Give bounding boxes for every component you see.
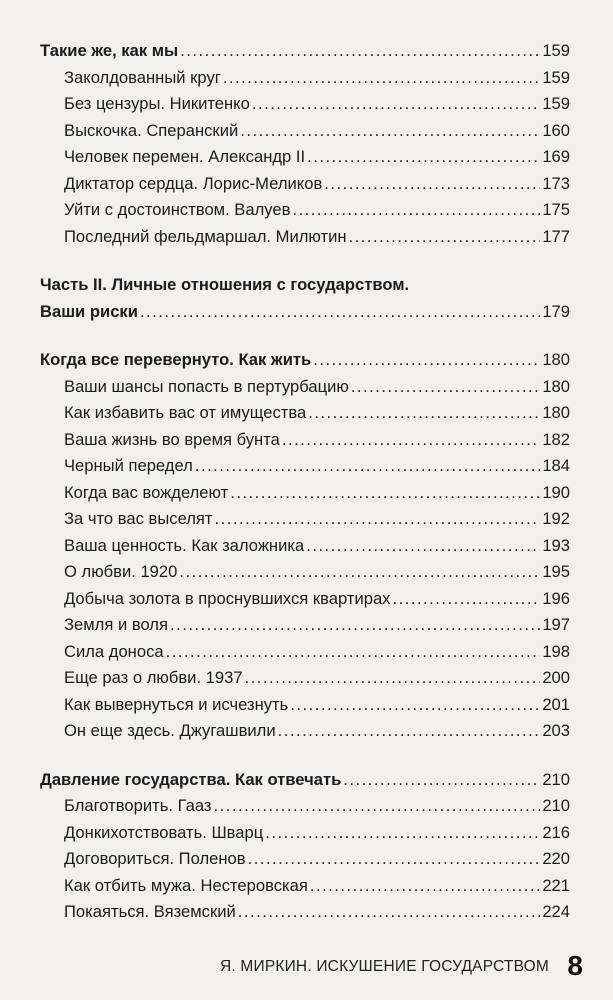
toc-entry	[40, 665, 570, 692]
toc-page-number: 201	[542, 694, 570, 714]
toc-entry-title: Земля и воля	[64, 615, 168, 634]
toc-entry-title: Добыча золота в проснувшихся квартирах	[64, 588, 391, 608]
toc-entry	[40, 197, 570, 224]
toc-page-number: 200	[542, 668, 570, 687]
leader-dots	[307, 144, 540, 171]
toc-entry-title: Договориться. Поленов	[64, 849, 246, 868]
spacer	[40, 250, 570, 272]
leader-dots	[240, 118, 540, 145]
toc-entry-title: Когда вас вожделеют	[64, 482, 229, 502]
toc-entry-title: Без цензуры. Никитенко	[64, 94, 250, 113]
toc-page-number: 210	[542, 796, 570, 815]
toc-entry-title: Ваша ценность. Как заложника	[64, 535, 305, 555]
toc-entry	[40, 91, 570, 118]
leader-dots	[166, 639, 541, 666]
toc-entry	[40, 453, 570, 480]
leader-dots	[343, 767, 540, 794]
toc-page-number: 179	[542, 301, 570, 321]
leader-dots	[278, 718, 541, 745]
toc-entry	[40, 718, 570, 745]
running-title: Я. МИРКИН. ИСКУШЕНИЕ ГОСУДАРСТВОМ	[219, 958, 549, 975]
page-number: 8	[567, 950, 583, 981]
toc-page-number: 159	[542, 94, 570, 113]
leader-dots	[313, 347, 540, 374]
leader-dots	[265, 820, 540, 847]
page-footer	[0, 950, 613, 990]
leader-dots	[308, 400, 540, 427]
toc-entry	[40, 639, 570, 666]
toc-page-number: 216	[542, 822, 570, 842]
toc-entry-title: Сила доноса	[64, 641, 164, 661]
toc-entry	[40, 480, 570, 507]
toc-section-title: Такие же, как мы	[40, 41, 179, 60]
leader-dots	[290, 692, 540, 719]
toc-page-number: 159	[542, 41, 570, 60]
leader-dots	[349, 224, 541, 251]
toc-page-number: 175	[542, 200, 570, 219]
leader-dots	[215, 506, 541, 533]
toc-entry	[40, 793, 570, 820]
toc-entry-title: За что вас выселят	[64, 509, 213, 528]
toc-entry-title: Выскочка. Сперанский	[64, 120, 239, 140]
toc-part-heading-line2	[40, 299, 570, 326]
toc-page-number: 210	[542, 769, 570, 789]
toc-entry	[40, 612, 570, 639]
leader-dots	[214, 793, 541, 820]
toc-page-number: 193	[542, 535, 570, 555]
toc-page-number: 192	[542, 509, 570, 528]
toc-entry-title: Ваша жизнь во время бунта	[64, 429, 280, 449]
toc-entry-title: Как избавить вас от имущества	[64, 403, 307, 422]
toc-entry	[40, 899, 570, 926]
toc-page-number: 159	[542, 67, 570, 87]
toc-entry-title: Человек перемен. Александр II	[64, 147, 306, 166]
toc-page-number: 180	[542, 403, 570, 422]
toc-entry-title: Как вывернуться и исчезнуть	[64, 694, 289, 714]
toc-entry	[40, 846, 570, 873]
toc-page-number: 184	[542, 456, 570, 475]
table-of-contents	[40, 38, 570, 926]
toc-entry-title: Донкихотствовать. Шварц	[64, 822, 264, 842]
toc-section-title: Давление государства. Как отвечать	[40, 769, 342, 789]
toc-entry	[40, 144, 570, 171]
toc-entry-title: Уйти с достоинством. Валуев	[64, 200, 291, 219]
toc-entry	[40, 374, 570, 401]
toc-page-number: 190	[542, 482, 570, 502]
toc-page-number: 198	[542, 641, 570, 661]
toc-page-number: 197	[542, 615, 570, 634]
toc-page-number: 220	[542, 849, 570, 868]
toc-entry	[40, 692, 570, 719]
toc-entry	[40, 586, 570, 613]
toc-entry	[40, 224, 570, 251]
toc-page-number: 203	[542, 721, 570, 740]
toc-entry-title: Благотворить. Гааз	[64, 796, 212, 815]
toc-page-number: 224	[542, 902, 570, 921]
toc-entry-title: Еще раз о любви. 1937	[64, 668, 243, 687]
toc-page-number: 173	[542, 173, 570, 193]
toc-section-heading	[40, 38, 570, 65]
toc-page-number: 182	[542, 429, 570, 449]
toc-page-number: 180	[542, 350, 570, 369]
toc-entry	[40, 559, 570, 586]
toc-entry	[40, 427, 570, 454]
toc-entry	[40, 533, 570, 560]
toc-page-number: 180	[542, 376, 570, 396]
toc-entry-title: О любви. 1920	[64, 562, 178, 581]
toc-entry	[40, 171, 570, 198]
toc-entry	[40, 400, 570, 427]
spacer	[40, 325, 570, 347]
toc-page-number: 196	[542, 588, 570, 608]
leader-dots	[170, 612, 540, 639]
toc-entry	[40, 506, 570, 533]
leader-dots	[179, 559, 540, 586]
toc-part-heading	[40, 272, 570, 299]
toc-part-title-line1: Часть II. Личные отношения с государством.	[40, 275, 410, 294]
toc-section-heading	[40, 347, 570, 374]
leader-dots	[245, 665, 541, 692]
toc-page-number: 160	[542, 120, 570, 140]
toc-page-number: 169	[542, 147, 570, 166]
leader-dots	[310, 873, 540, 900]
spacer	[40, 745, 570, 767]
toc-entry	[40, 65, 570, 92]
toc-section-heading	[40, 767, 570, 794]
toc-page-number: 177	[542, 226, 570, 246]
leader-dots	[180, 38, 540, 65]
leader-dots	[140, 299, 540, 326]
leader-dots	[282, 427, 540, 454]
toc-entry-title: Ваши шансы попасть в пертурбацию	[64, 376, 349, 396]
toc-entry	[40, 873, 570, 900]
leader-dots	[324, 171, 540, 198]
leader-dots	[252, 91, 540, 118]
toc-entry-title: Покаяться. Вяземский	[64, 902, 236, 921]
leader-dots	[195, 453, 540, 480]
toc-entry	[40, 118, 570, 145]
toc-entry-title: Он еще здесь. Джугашвили	[64, 721, 276, 740]
toc-entry-title: Как отбить мужа. Нестеровская	[64, 875, 308, 895]
leader-dots	[351, 374, 541, 401]
leader-dots	[306, 533, 540, 560]
leader-dots	[292, 197, 540, 224]
toc-entry-title: Диктатор сердца. Лорис-Меликов	[64, 173, 323, 193]
toc-page-number: 195	[542, 562, 570, 581]
toc-page-number: 221	[542, 875, 570, 895]
leader-dots	[248, 846, 541, 873]
leader-dots	[238, 899, 541, 926]
leader-dots	[230, 480, 540, 507]
toc-section-title: Когда все перевернуто. Как жить	[40, 350, 312, 369]
toc-part-title-line2: Ваши риски	[40, 301, 138, 321]
toc-entry-title: Последний фельдмаршал. Милютин	[64, 226, 347, 246]
leader-dots	[392, 586, 540, 613]
toc-entry-title: Заколдованный круг	[64, 67, 221, 87]
toc-entry	[40, 820, 570, 847]
leader-dots	[223, 65, 541, 92]
toc-entry-title: Черный передел	[64, 456, 193, 475]
